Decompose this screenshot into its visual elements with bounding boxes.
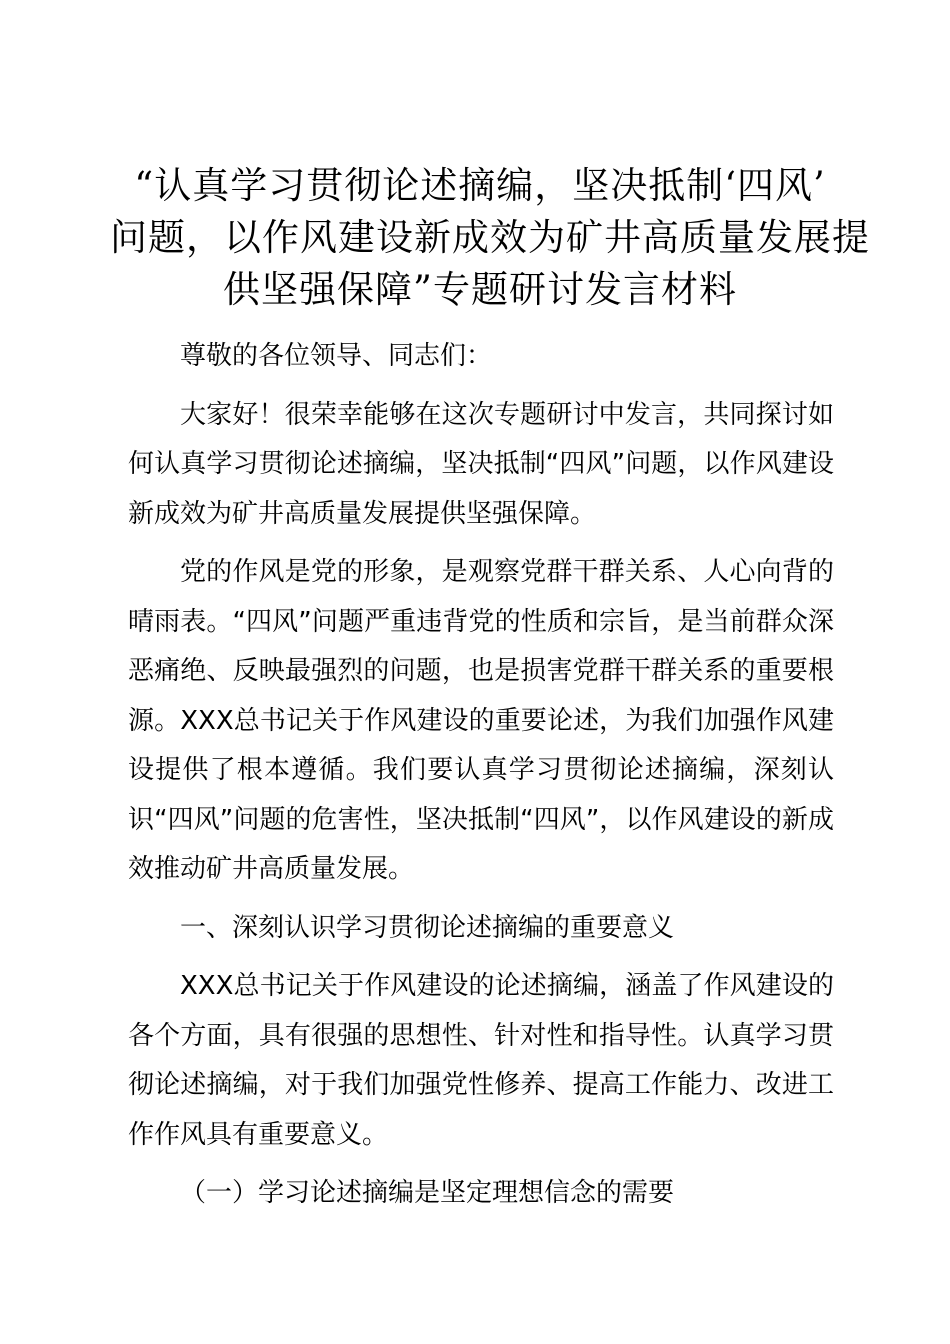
document-title — [110, 160, 870, 316]
subsection-heading-1: （一）学习论述摘编是坚定理想信念的需要 — [180, 1178, 675, 1208]
title-line-2: 问题，以作风建设新成效为矿井高质量发展提 — [110, 216, 870, 259]
salutation: 尊敬的各位领导、同志们： — [180, 341, 493, 371]
title-line-1: “认真学习贯彻论述摘编，坚决抵制‘四风’ — [134, 164, 826, 207]
paragraph-greeting: 大家好！很荣幸能够在这次专题研讨中发言，共同探讨如何认真学习贯彻论述摘编，坚决抵制“四风”问题，以作风建设新成效为矿井高质量发展提供坚强保障。 — [128, 399, 834, 529]
title-line-3: 供坚强保障”专题研讨发言材料 — [223, 268, 737, 311]
paragraph-section-1: XXX总书记关于作风建设的论述摘编，涵盖了作风建设的各个方面，具有很强的思想性、针对性和指导性。认真学习贯彻论述摘编，对于我们加强党性修养、提高工作能力、改进工作作风具有重要意义。 — [128, 971, 834, 1150]
paragraph-introduction: 党的作风是党的形象，是观察党群干群关系、人心向背的晴雨表。“四风”问题严重违背党的性质和宗旨，是当前群众深恶痛绝、反映最强烈的问题，也是损害党群干群关系的重要根源。XXX总书记关于作风建设的重要论述，为我们加强作风建设提供了根本遵循。我们要认真学习贯彻论述摘编，深刻认识“四风”问题的危害性，坚决抵制“四风”，以作风建设的新成效推动矿井高质量发展。 — [128, 557, 834, 884]
section-heading-1: 一、深刻认识学习贯彻论述摘编的重要意义 — [180, 912, 675, 943]
document-body — [128, 332, 834, 1228]
